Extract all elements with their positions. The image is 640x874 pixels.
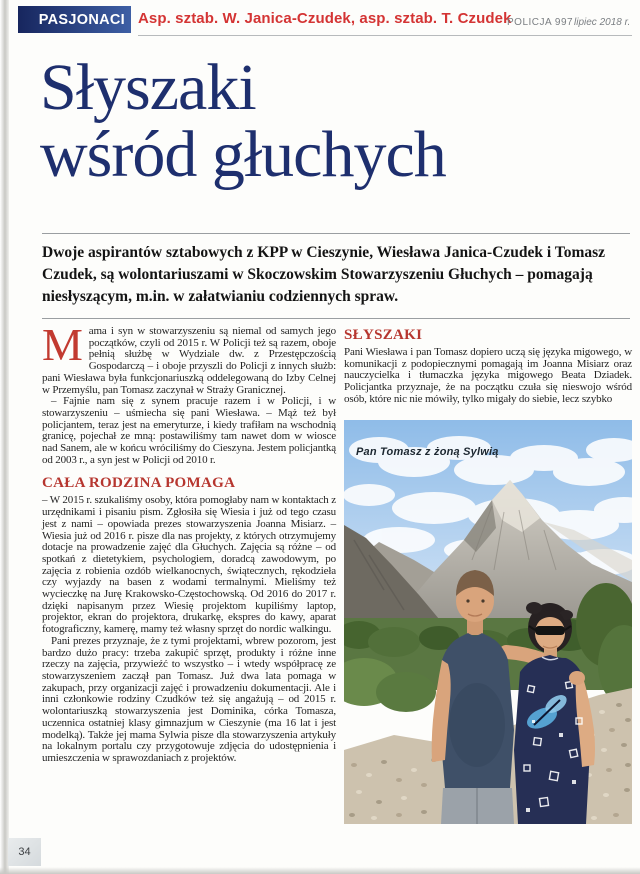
paragraph: Pani prezes przyznaje, że z tymi projektami, wbrew pozorom, jest bardzo dużo pracy: trzeba zakupić sprzęt, produkty i różne inne rzeczy na zajęcia, przywieźć to wszystko – i wtedy współpracę ze stowarzyszeniem zaczął pan Tomasz. Już dwa lata pomaga w zakupach, przy organizacji zajęć i prowadzeniu dokumentacji. Ale i inni członkowie rodziny Czudków też się angażują – od 2015 r. wolontariuszką stowarzyszenia jest Dominika, córka Tomasza, uczennica ostatniej klasy gimnazjum w Cieszynie (ma 16 lat i jest modelką). Także jej mama Sylwia pisze dla stowarzyszenia artykuły na lokalnym portalu czy przygotowuje zdjęcia do udostępnienia i umieszczenia w sprawozdaniach z projektów. — [42, 634, 336, 764]
article-body — [42, 319, 632, 824]
drop-cap: M — [42, 319, 83, 370]
paragraph-text: ama i syn w stowarzyszeniu są niemal od samych jego początków, czyli od 2015 r. W Policji też są razem, oboje pełnią służbę w Wydziale dw. z Przestępczością Gospodarczą – i oboje przyszli do Policji z innych służb: pani Wiesława była funkcjonariuszką oddelegowaną do Izby Celnej w Przemyślu, pan Tomasz zaczynał w Straży Granicznej. — [42, 325, 336, 396]
couple-photo-illustration — [344, 420, 632, 824]
issue-date: lipiec 2018 r. — [574, 17, 631, 28]
paragraph — [42, 319, 336, 396]
magazine-name: POLICJA 997 — [507, 17, 574, 28]
page-edge-shadow-bottom — [0, 867, 640, 874]
left-column — [42, 319, 336, 824]
article-title — [40, 51, 446, 191]
man-hand — [569, 671, 585, 685]
article-title-line2: wśród głuchych — [40, 118, 446, 191]
paragraph: – W 2015 r. szukaliśmy osoby, która pomogłaby nam w kontaktach z urzędnikami i pisaniu pism. Zgłosiła się Wiesia i już od tego czasu jest z nami – opowiada prezes stowarzyszenia Joanna Misiarz. – Wiesia już od 2016 r. pisze dla nas projekty, z których otrzymujemy dotacje na prowadzenie zajęć dla Głuchych. Zajęcia są różne – od spotkań z dietetykiem, psychologiem, doradcą zawodowym, po zajęcia z robienia ozdób wielkanocnych, świątecznych, rękodzieła czy wyjazdy na basen z wodami termalnymi. Mieliśmy też wycieczkę na Jurę Krakowsko-Częstochowską. Od 2016 do 2017 r. dzięki napisanym przez Wiesię projektom kupiliśmy laptop, projektor, ekran do projektora, drukarkę, ekspres do kawy, aparat fotograficzny, kamerę, mamy też własny sprzęt do nordic walkingu. — [42, 494, 336, 636]
subheading-cala-rodzina-pomaga: CAŁA RODZINA POMAGA — [42, 475, 236, 492]
subheading-slyszaki: SŁYSZAKI — [344, 327, 423, 343]
section-kicker-box — [18, 6, 131, 33]
header-rule — [138, 35, 632, 36]
couple-photo — [344, 420, 632, 824]
page-edge-shadow-left — [0, 0, 9, 874]
photo-caption: Pan Tomasz z żoną Sylwią — [356, 445, 499, 458]
article-title-line1: Słyszaki — [40, 51, 256, 124]
page-number: 34 — [8, 838, 41, 866]
article-byline: Asp. sztab. W. Janica-Czudek, asp. sztab. T. Czudek — [138, 10, 512, 27]
right-column — [344, 326, 632, 824]
article-lead: Dwoje aspirantów sztabowych z KPP w Cieszynie, Wiesława Janica-Czudek i Tomasz Czudek, są wolontariuszami w Skoczowskim Stowarzyszeniu Głuchych – pomagają niesłyszącym, m.in. w załatwianiu codziennych spraw. — [42, 233, 630, 319]
paragraph: – Fajnie nam się z synem pracuje razem i w Policji, i w stowarzyszeniu – uśmiecha się pani Wiesława. – Mąż też był policjantem, teraz jest na emeryturze, i kiedy trafiłam na wschodnią granicę, pojechał ze mną: postawiliśmy tam nawet dom w wiosce nad Sanem, ale w końcu wróciliśmy do Cieszyna. Jestem policjantką od 2003 r., a syn jest w Policji od 2010 r. — [42, 395, 336, 466]
paragraph: Pani Wiesława i pan Tomasz dopiero uczą się języka migowego, w komunikacji z podopiecznymi pomagają im Joanna Misiarz oraz nauczycielka i tłumaczka języka migowego Beata Dziadek. Policjantka przyznaje, że na początku czuła się nieswojo wśród osób, które nic nie mówiły, tylko migały do siebie, lecz szybko — [344, 346, 632, 405]
section-kicker-label: PASJONACI — [38, 11, 125, 28]
